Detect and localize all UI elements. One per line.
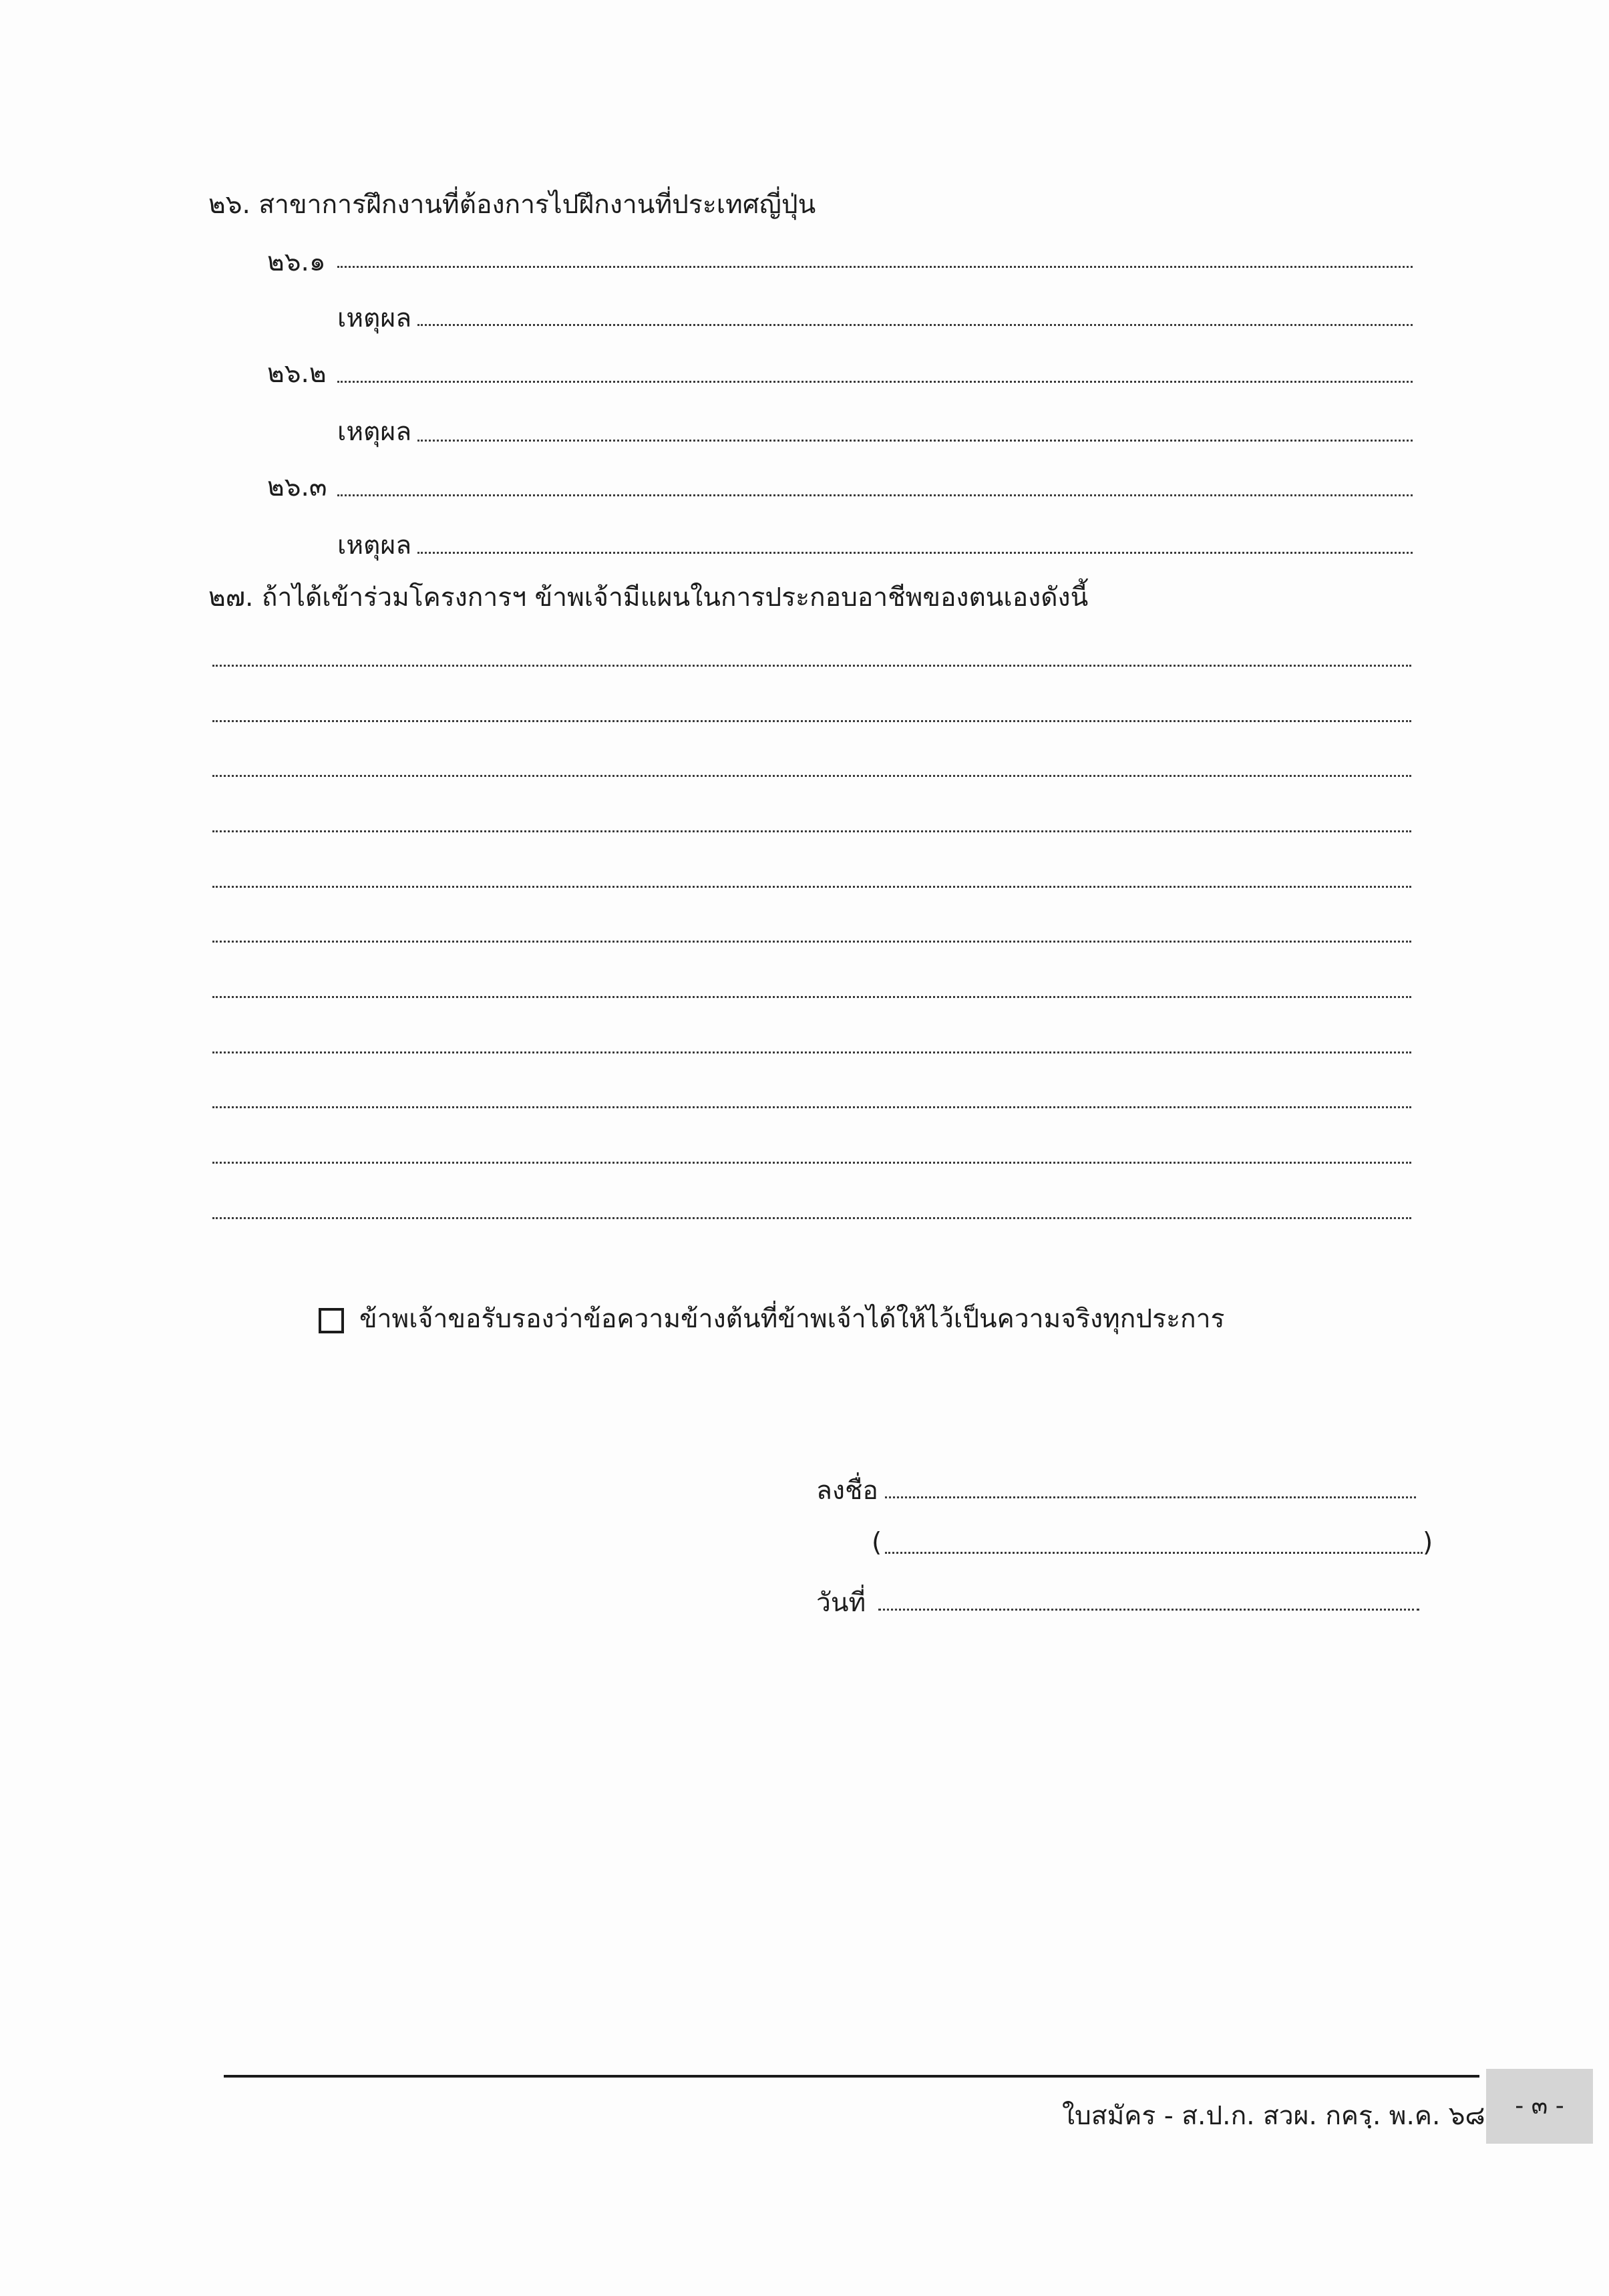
certify-text: ข้าพเจ้าขอรับรองว่าข้อความข้างต้นที่ข้าพเจ้าได้ให้ไว้เป็นความจริงทุกประการ <box>359 1304 1225 1334</box>
name-paren-open: ( <box>872 1528 882 1558</box>
plan-line[interactable] <box>212 886 1411 888</box>
item-26-2-reason-label: เหตุผล <box>337 417 412 447</box>
plan-line[interactable] <box>212 1217 1411 1219</box>
item-26-2-reason-field[interactable] <box>417 440 1413 442</box>
item-26-2-number: ๒๖.๒ <box>267 359 327 389</box>
item-26-1-number: ๒๖.๑ <box>267 247 326 277</box>
footer-form-label: ใบสมัคร - ส.ป.ก. สวผ. กครฺ. พ.ค. ๖๘ <box>1062 2101 1485 2131</box>
signature-field[interactable] <box>885 1496 1416 1498</box>
item-26-1-reason-field[interactable] <box>417 324 1413 326</box>
item-26-2-field[interactable] <box>337 381 1413 383</box>
section-27-heading: ๒๗. ถ้าได้เข้าร่วมโครงการฯ ข้าพเจ้ามีแผนในการประกอบอาชีพของตนเองดังนี้ <box>208 583 1089 613</box>
section-26-heading: ๒๖. สาขาการฝึกงานที่ต้องการไปฝึกงานที่ประเทศญี่ปุ่น <box>208 190 816 220</box>
printed-name-field[interactable] <box>885 1552 1423 1554</box>
plan-line[interactable] <box>212 941 1411 943</box>
plan-line[interactable] <box>212 1162 1411 1164</box>
item-26-3-number: ๒๖.๓ <box>267 472 327 502</box>
plan-line[interactable] <box>212 720 1411 722</box>
name-paren-close: ) <box>1423 1528 1433 1558</box>
date-label: วันที่ <box>816 1588 866 1618</box>
plan-line[interactable] <box>212 830 1411 832</box>
footer-rule <box>224 2075 1479 2078</box>
item-26-3-field[interactable] <box>337 494 1413 496</box>
item-26-3-reason-label: เหตุผล <box>337 530 412 560</box>
plan-line[interactable] <box>212 775 1411 777</box>
page-number: - ๓ - <box>1486 2069 1593 2144</box>
plan-line[interactable] <box>212 665 1411 667</box>
date-field[interactable] <box>878 1609 1419 1611</box>
item-26-1-field[interactable] <box>337 266 1413 268</box>
plan-line[interactable] <box>212 1051 1411 1053</box>
plan-line[interactable] <box>212 996 1411 998</box>
item-26-3-reason-field[interactable] <box>417 552 1413 554</box>
item-26-1-reason-label: เหตุผล <box>337 303 412 333</box>
sign-label: ลงชื่อ <box>816 1476 878 1506</box>
certify-checkbox[interactable] <box>319 1308 344 1333</box>
plan-line[interactable] <box>212 1106 1411 1108</box>
